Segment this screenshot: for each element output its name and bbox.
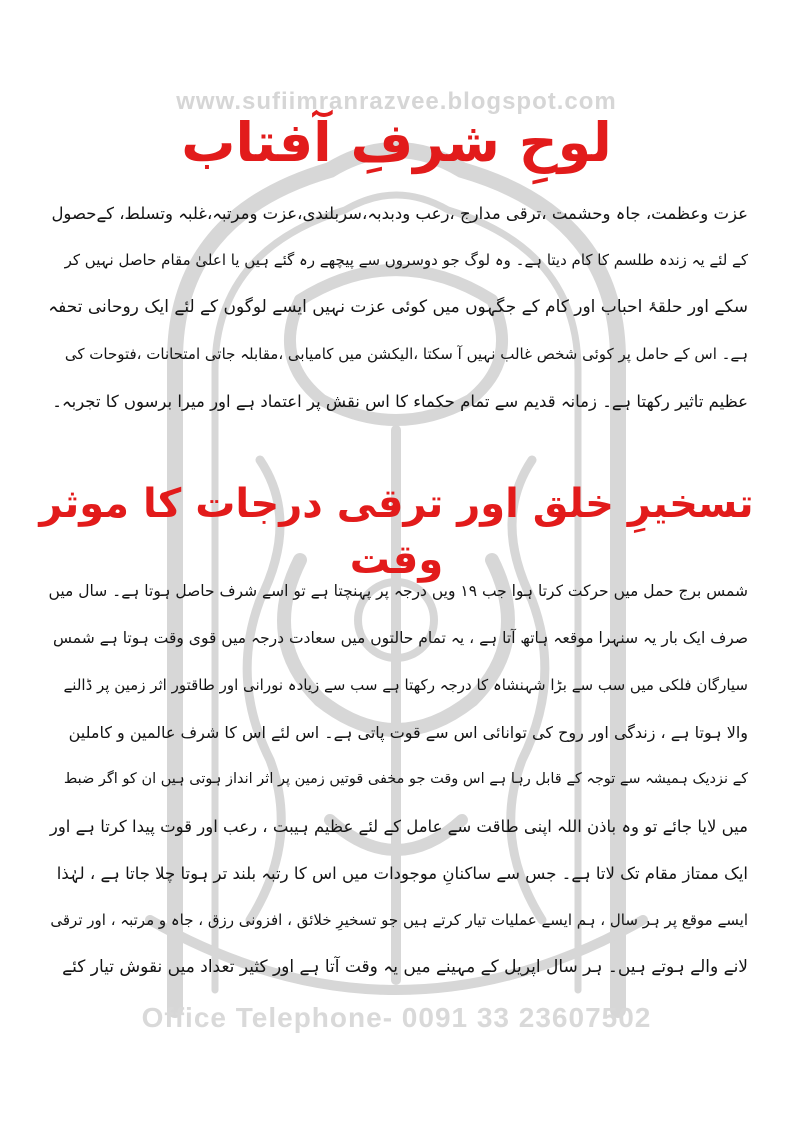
paragraph-line: لانے والے ہوتے ہیں۔ ہر سال اپریل کے مہینے میں یہ وقت آتا ہے اور کثیر تعداد میں نقوش تیار کئے xyxy=(62,957,748,977)
paragraph-line: عظیم تاثیر رکھتا ہے۔ زمانہ قدیم سے تمام حکماء کا اس نقش پر اعتماد ہے اور میرا برسوں کا تجربہ۔ xyxy=(52,392,748,411)
phone-watermark: Office Telephone- 0091 33 23607502 xyxy=(141,1002,652,1033)
paragraph-line: سکے اور حلقۂ احباب اور کام کے جگہوں میں کوئی عزت نہیں ایسے لوگوں کے لئے ایک روحانی تحفہ xyxy=(48,297,748,317)
website-watermark: www.sufiimranrazvee.blogspot.com xyxy=(176,88,617,115)
paragraph-line: کے نزدیک ہمیشہ سے توجہ کے قابل رہا ہے اس وقت جو مخفی قوتیں زمین پر اثر انداز ہوتی ہیں ان کو اگر ضبط xyxy=(63,771,748,787)
paragraph-line: صرف ایک بار یہ سنہرا موقعہ ہاتھ آتا ہے ، یہ تمام حالتوں میں سعادت درجہ میں قوی وقت ہوتا ہے شمس xyxy=(52,629,748,647)
paragraph-line: ایسے موقع پر ہر سال ، ہم ایسے عملیات تیار کرتے ہیں جو تسخیرِ خلائق ، افزونی رزق ، جاہ و مرتبہ ، اور ترقی xyxy=(50,911,748,929)
paragraph-line: شمس برج حمل میں حرکت کرتا ہوا جب ۱۹ ویں درجہ پر پہنچتا ہے تو اسے شرف حاصل ہوتا ہے۔ سال میں xyxy=(48,582,748,600)
section2-title: تسخیرِ خلق اور ترقی درجات کا موثر وقت xyxy=(39,481,754,583)
section1-paragraph xyxy=(48,190,748,425)
paragraph-line: ہے۔ اس کے حامل پر کوئی شخص غالب نہیں آ سکتا ،الیکشن میں کامیابی ،مقابلہ جاتی امتحانات ،فتوحات کی xyxy=(64,345,748,363)
section2-paragraph xyxy=(48,568,748,991)
paragraph-line: عزت وعظمت، جاہ وحشمت ،ترقی مدارج ،رعب ودبدبہ،سربلندی،عزت ومرتبہ،غلبہ وتسلط، کےحصول xyxy=(51,204,748,223)
paragraph-line: میں لایا جائے تو وہ باذن اللہ اپنی طاقت سے عامل کے لئے عظیم ہیبت ، رعب اور قوت پیدا کرتا ہے اور xyxy=(49,817,748,836)
paragraph-line: والا ہوتا ہے ، زندگی اور روح کی توانائی اس سے قوت پاتی ہے۔ اس لئے اس کا شرف عالمین و کاملین xyxy=(68,723,748,742)
paragraph-line: کے لئے یہ زندہ طلسم کا کام دیتا ہے۔ وہ لوگ جو دوسروں سے پیچھے رہ گئے ہیں یا اعلیٰ مقام حاصل نہیں کر xyxy=(64,251,748,269)
paragraph-line: سیارگان فلکی میں سب سے بڑا شہنشاہ کا درجہ رکھتا ہے سب سے زیادہ نورانی اور طاقتور اثر زمین پر ڈالنے xyxy=(63,676,748,694)
section1-title: لوحِ شرفِ آفتاب xyxy=(181,111,612,174)
paragraph-line: ایک ممتاز مقام تک لاتا ہے۔ جس سے ساکنانِ موجودات میں اس کا رتبہ بلند تر ہوتا چلا جاتا ہے ، لہٰذا xyxy=(56,864,748,883)
